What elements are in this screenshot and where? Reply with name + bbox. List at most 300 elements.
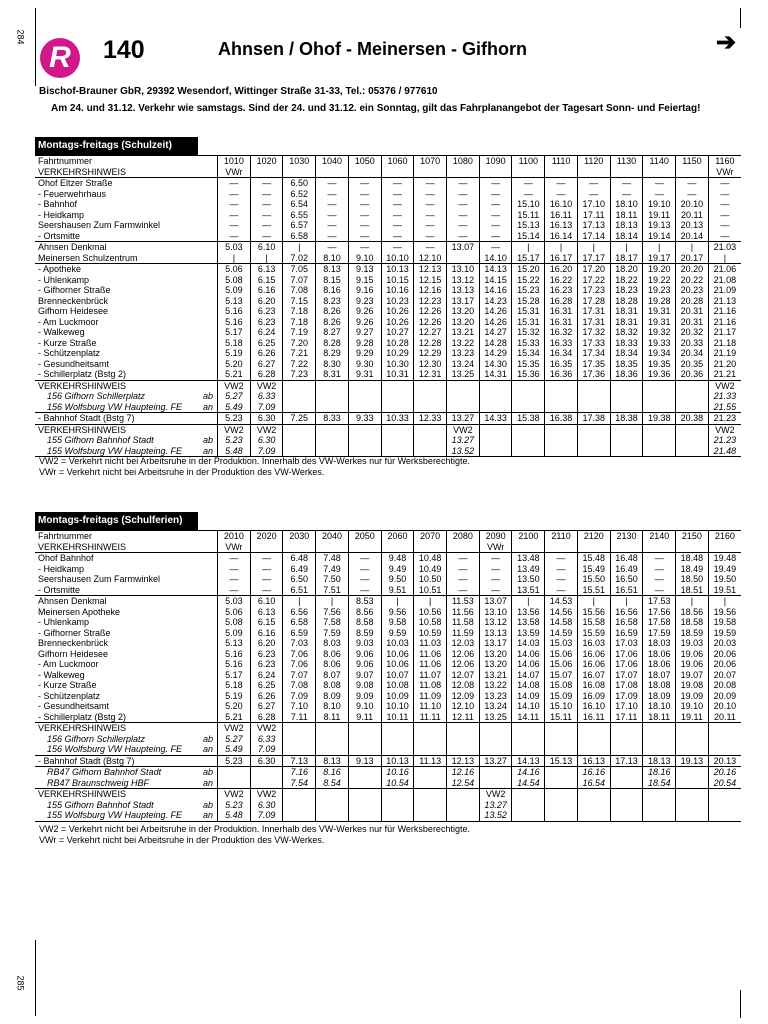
time-cell: | [381, 596, 414, 607]
time-cell: 9.16 [348, 285, 381, 296]
time-cell: 18.09 [643, 691, 676, 702]
time-cell: 12.28 [414, 338, 447, 349]
time-cell [283, 800, 316, 811]
timetable-school [35, 137, 741, 457]
time-cell: VW2 [250, 789, 283, 800]
time-cell: 5.16 [218, 659, 251, 670]
time-cell: 19.14 [643, 231, 676, 242]
time-cell: 10.09 [381, 691, 414, 702]
time-cell: — [250, 585, 283, 596]
time-cell: 8.26 [316, 306, 349, 317]
time-cell: 14.30 [479, 359, 512, 370]
time-cell: 13.24 [479, 701, 512, 712]
time-cell: 19.23 [643, 285, 676, 296]
time-cell: 5.13 [218, 296, 251, 307]
time-cell: 5.17 [218, 670, 251, 681]
time-cell [316, 542, 349, 553]
time-cell: 6.30 [250, 800, 283, 811]
time-cell: 7.06 [283, 649, 316, 660]
holiday-note: Am 24. und 31.12. Verkehr wie samstags. Sind der 24. und 31.12. ein Sonntag, gilt das Fahrplanangebot der Tagesart Sonn- und Feiertag! [51, 103, 701, 114]
time-cell [577, 424, 610, 435]
time-cell: 9.59 [381, 628, 414, 639]
time-cell [414, 424, 447, 435]
time-cell: — [545, 574, 578, 585]
time-cell: 12.16 [414, 285, 447, 296]
time-cell: 7.08 [283, 680, 316, 691]
time-cell [348, 723, 381, 734]
time-cell: 12.30 [414, 359, 447, 370]
time-cell [676, 446, 709, 457]
arrival-departure-marker [203, 189, 218, 200]
time-cell: 6.59 [283, 628, 316, 639]
arrival-departure-marker [203, 649, 218, 660]
time-cell: 13.07 [479, 596, 512, 607]
stop-label: - Feuerwehrhaus [38, 188, 107, 199]
time-cell: — [381, 189, 414, 200]
time-cell [512, 380, 545, 391]
time-cell [414, 789, 447, 800]
time-cell [283, 435, 316, 446]
time-cell: 2160 [708, 531, 741, 542]
time-cell: 18.16 [643, 767, 676, 778]
time-cell: 17.14 [577, 231, 610, 242]
time-cell: 6.24 [250, 670, 283, 681]
time-cell: 11.56 [447, 607, 480, 618]
time-cell: 11.09 [414, 691, 447, 702]
time-cell: 13.22 [479, 680, 512, 691]
time-cell [348, 542, 381, 553]
time-cell [381, 789, 414, 800]
time-cell [414, 446, 447, 457]
time-cell: 21.08 [708, 275, 741, 286]
time-cell [545, 810, 578, 821]
time-cell: 7.54 [283, 778, 316, 789]
timetable-row [35, 317, 741, 328]
time-cell [577, 789, 610, 800]
time-cell [414, 167, 447, 178]
arrival-departure-marker [203, 253, 218, 264]
time-cell: 7.05 [283, 264, 316, 275]
time-cell: 20.16 [708, 767, 741, 778]
time-cell: — [447, 210, 480, 221]
time-cell: 18.14 [610, 231, 643, 242]
time-cell: 7.02 [283, 253, 316, 264]
time-cell: 8.31 [316, 369, 349, 380]
time-cell: 19.06 [676, 649, 709, 660]
time-cell: 12.33 [414, 413, 447, 425]
arrival-departure-marker: an [203, 446, 218, 457]
time-cell: 6.16 [250, 628, 283, 639]
time-cell: — [512, 189, 545, 200]
time-cell: 7.13 [283, 755, 316, 767]
time-cell: 11.06 [414, 659, 447, 670]
time-cell [414, 810, 447, 821]
time-cell [610, 435, 643, 446]
time-cell: 20.22 [676, 275, 709, 286]
time-cell [283, 723, 316, 734]
time-cell: 7.09 [250, 402, 283, 413]
time-cell: 7.21 [283, 348, 316, 359]
time-cell: 2080 [447, 531, 480, 542]
time-cell [643, 402, 676, 413]
time-cell [512, 424, 545, 435]
time-cell [316, 402, 349, 413]
arrival-departure-marker [203, 553, 218, 564]
time-cell: 16.36 [545, 369, 578, 380]
stop-label: - Heidkamp [38, 209, 85, 220]
time-cell [316, 810, 349, 821]
time-cell: 12.26 [414, 317, 447, 328]
time-cell [577, 402, 610, 413]
time-cell: 19.48 [708, 553, 741, 564]
time-cell: 18.11 [643, 712, 676, 723]
time-cell: 6.23 [250, 649, 283, 660]
time-cell [447, 734, 480, 745]
time-cell: 13.22 [447, 338, 480, 349]
time-cell: 17.17 [577, 253, 610, 264]
time-cell: 14.26 [479, 306, 512, 317]
time-cell: 1150 [676, 156, 709, 167]
time-cell [479, 435, 512, 446]
time-cell: — [218, 553, 251, 564]
time-cell: 8.30 [316, 359, 349, 370]
arrival-departure-marker [203, 275, 218, 286]
arrival-departure-marker [203, 285, 218, 296]
time-cell [676, 402, 709, 413]
time-cell: 19.32 [643, 327, 676, 338]
time-cell: — [218, 564, 251, 575]
time-cell: — [381, 220, 414, 231]
time-cell: 17.13 [577, 220, 610, 231]
time-cell: 18.20 [610, 264, 643, 275]
time-cell [545, 391, 578, 402]
time-cell: 20.10 [676, 199, 709, 210]
time-cell: 12.26 [414, 306, 447, 317]
time-cell: 7.06 [283, 659, 316, 670]
time-cell [577, 380, 610, 391]
time-cell: 7.09 [283, 691, 316, 702]
time-cell: 7.25 [283, 413, 316, 425]
time-cell: 10.31 [381, 369, 414, 380]
time-cell: 16.33 [545, 338, 578, 349]
time-cell: 2140 [643, 531, 676, 542]
time-cell [610, 424, 643, 435]
time-cell: 10.10 [381, 701, 414, 712]
time-cell: 15.31 [512, 306, 545, 317]
time-cell [250, 167, 283, 178]
time-cell: — [348, 242, 381, 253]
arrival-departure-marker [203, 670, 218, 681]
time-cell [447, 810, 480, 821]
time-cell: 2100 [512, 531, 545, 542]
time-cell: 10.06 [381, 649, 414, 660]
time-cell: 9.06 [348, 659, 381, 670]
time-cell: — [414, 242, 447, 253]
time-cell: 6.20 [250, 296, 283, 307]
time-cell: 8.54 [316, 778, 349, 789]
stop-label: 156 Wolfsburg VW Haupteing. FE [35, 402, 203, 413]
time-cell: 19.10 [643, 199, 676, 210]
time-cell: — [250, 189, 283, 200]
time-cell: 7.03 [283, 638, 316, 649]
time-cell [283, 424, 316, 435]
time-cell: 6.49 [283, 564, 316, 575]
time-cell: 6.50 [283, 574, 316, 585]
time-cell: 6.51 [283, 585, 316, 596]
arrival-departure-marker [203, 564, 218, 575]
timetable-row [35, 628, 741, 639]
time-cell [348, 402, 381, 413]
time-cell: 20.38 [676, 413, 709, 425]
time-cell: 15.48 [577, 553, 610, 564]
time-cell [708, 810, 741, 821]
time-cell: 18.23 [610, 285, 643, 296]
stop-label: - Uhlenkamp [38, 617, 90, 628]
arrival-departure-marker [203, 638, 218, 649]
time-cell [381, 810, 414, 821]
time-cell: 21.55 [708, 402, 741, 413]
time-cell: 1130 [610, 156, 643, 167]
time-cell: — [218, 574, 251, 585]
stop-label: 156 Gifhorn Schillerplatz [47, 391, 146, 402]
time-cell: — [250, 220, 283, 231]
time-cell: 2040 [316, 531, 349, 542]
timetable-row [35, 424, 741, 435]
time-cell: 16.14 [545, 231, 578, 242]
time-cell: 5.48 [218, 810, 251, 821]
time-cell: — [479, 585, 512, 596]
time-cell [512, 391, 545, 402]
time-cell: 17.53 [643, 596, 676, 607]
time-cell: 8.13 [316, 264, 349, 275]
right-arrow-icon[interactable]: ➔ [716, 29, 737, 56]
time-cell [381, 424, 414, 435]
time-cell: 7.50 [316, 574, 349, 585]
time-cell: 15.59 [577, 628, 610, 639]
time-cell [316, 734, 349, 745]
time-cell [545, 744, 578, 755]
time-cell: 15.32 [512, 327, 545, 338]
time-cell [316, 435, 349, 446]
time-cell: 6.58 [283, 617, 316, 628]
time-cell: 20.17 [676, 253, 709, 264]
time-cell: — [348, 574, 381, 585]
time-cell [545, 542, 578, 553]
time-cell: 5.08 [218, 617, 251, 628]
time-cell: 8.16 [316, 285, 349, 296]
time-cell: 13.27 [447, 413, 480, 425]
time-cell: 7.15 [283, 296, 316, 307]
timetable-row [35, 327, 741, 338]
timetable-row [35, 649, 741, 660]
timetable-row [35, 391, 741, 402]
arrival-departure-marker [203, 755, 218, 767]
arrival-departure-marker [203, 156, 218, 167]
stop-label: - Schillerplatz (Bstg 2) [35, 712, 203, 723]
time-cell: 7.18 [283, 317, 316, 328]
timetable-row [35, 402, 741, 413]
time-cell: 17.31 [577, 306, 610, 317]
time-cell: 2130 [610, 531, 643, 542]
time-cell: 13.21 [447, 327, 480, 338]
time-cell [643, 380, 676, 391]
time-cell: 7.22 [283, 359, 316, 370]
timetable-row [35, 446, 741, 457]
stop-label: Brenneckenbrück [38, 638, 109, 649]
timetable-heading: Montags-freitags (Schulferien) [35, 512, 198, 530]
time-cell: 19.38 [643, 413, 676, 425]
time-cell [348, 380, 381, 391]
time-cell: 2120 [577, 531, 610, 542]
time-cell: — [643, 564, 676, 575]
time-cell: 20.11 [676, 210, 709, 221]
stop-label: - Gifhorner Straße [38, 627, 111, 638]
time-cell: 5.49 [218, 402, 251, 413]
time-cell: 18.49 [676, 564, 709, 575]
time-cell: VW2 [250, 723, 283, 734]
time-cell: 14.59 [545, 628, 578, 639]
time-cell: 9.31 [348, 369, 381, 380]
time-cell [577, 723, 610, 734]
time-cell [447, 542, 480, 553]
time-cell [545, 380, 578, 391]
time-cell [577, 446, 610, 457]
time-cell: 6.33 [250, 734, 283, 745]
time-cell: 8.06 [316, 649, 349, 660]
time-cell [610, 446, 643, 457]
time-cell: 14.13 [479, 264, 512, 275]
time-cell: 10.16 [381, 767, 414, 778]
arrival-departure-marker [203, 167, 218, 178]
time-cell: 14.53 [545, 596, 578, 607]
arrival-departure-marker [203, 424, 218, 435]
stop-label: Meinersen Apotheke [38, 606, 121, 617]
time-cell: 9.58 [381, 617, 414, 628]
time-cell: 9.26 [348, 317, 381, 328]
time-cell: 6.57 [283, 220, 316, 231]
time-cell: 5.16 [218, 649, 251, 660]
time-cell: 19.10 [676, 701, 709, 712]
stop-label: - Ortsmitte [35, 231, 203, 242]
time-cell: 13.25 [447, 369, 480, 380]
time-cell: 15.06 [545, 659, 578, 670]
time-cell: 20.33 [676, 338, 709, 349]
time-cell [676, 789, 709, 800]
time-cell [316, 800, 349, 811]
timetable-row [35, 767, 741, 778]
time-cell [381, 167, 414, 178]
time-cell [643, 800, 676, 811]
time-cell: 1030 [283, 156, 316, 167]
time-cell [643, 723, 676, 734]
stop-label: 156 Wolfsburg VW Haupteing. FE [35, 744, 203, 755]
time-cell: — [414, 199, 447, 210]
time-cell [348, 424, 381, 435]
stop-label: - Schillerplatz (Bstg 2) [35, 369, 203, 380]
arrival-departure-marker: an [203, 778, 218, 789]
arrival-departure-marker: an [203, 744, 218, 755]
stop-label: VERKEHRSHINWEIS [35, 542, 203, 553]
time-cell: — [316, 220, 349, 231]
time-cell: 13.20 [447, 306, 480, 317]
time-cell [414, 723, 447, 734]
time-cell [708, 789, 741, 800]
time-cell: 19.06 [676, 659, 709, 670]
arrival-departure-marker [203, 628, 218, 639]
time-cell: 14.23 [479, 296, 512, 307]
time-cell [250, 542, 283, 553]
time-cell: 13.12 [447, 275, 480, 286]
time-cell [479, 424, 512, 435]
time-cell: 9.28 [348, 338, 381, 349]
time-cell: 9.27 [348, 327, 381, 338]
time-cell: 8.10 [316, 253, 349, 264]
time-cell: 7.18 [283, 306, 316, 317]
stop-label: RB47 Braunschweig HBF [35, 778, 203, 789]
time-cell: 13.12 [479, 617, 512, 628]
timetable-row [35, 638, 741, 649]
time-cell [577, 435, 610, 446]
time-cell: 12.27 [414, 327, 447, 338]
time-cell: 5.27 [218, 391, 251, 402]
time-cell: 9.07 [348, 670, 381, 681]
time-cell: VW2 [218, 789, 251, 800]
timetable-row [35, 542, 741, 553]
time-cell: 6.16 [250, 285, 283, 296]
page-number-bottom: 285 [15, 975, 26, 991]
time-cell: 1050 [348, 156, 381, 167]
time-cell: 21.23 [708, 413, 741, 425]
time-cell: 10.49 [414, 564, 447, 575]
time-cell: 19.34 [643, 348, 676, 359]
time-cell: 1020 [250, 156, 283, 167]
arrival-departure-marker: ab [203, 799, 214, 810]
time-cell: 19.31 [643, 317, 676, 328]
time-cell: — [447, 220, 480, 231]
time-cell: 9.13 [348, 264, 381, 275]
time-cell: — [218, 585, 251, 596]
time-cell: | [512, 596, 545, 607]
time-cell [381, 435, 414, 446]
time-cell: — [479, 189, 512, 200]
time-cell: 15.33 [512, 338, 545, 349]
time-cell: 15.13 [512, 220, 545, 231]
timetable-row [35, 585, 741, 596]
time-cell: 18.35 [610, 359, 643, 370]
time-cell [512, 435, 545, 446]
time-cell: 6.55 [283, 210, 316, 221]
time-cell: 9.56 [381, 607, 414, 618]
time-cell: — [316, 231, 349, 242]
time-cell [414, 542, 447, 553]
time-cell: 10.07 [381, 670, 414, 681]
time-cell: 18.28 [610, 296, 643, 307]
time-cell: — [708, 199, 741, 210]
time-cell: 17.09 [610, 691, 643, 702]
time-cell: — [316, 189, 349, 200]
time-cell: 10.30 [381, 359, 414, 370]
time-cell: 13.17 [479, 638, 512, 649]
time-cell: 5.20 [218, 359, 251, 370]
time-cell: 15.34 [512, 348, 545, 359]
time-cell: 20.31 [676, 306, 709, 317]
time-cell: 17.03 [610, 638, 643, 649]
time-cell: | [708, 253, 741, 264]
timetable-row [35, 659, 741, 670]
time-cell [545, 167, 578, 178]
arrival-departure-marker: ab [203, 391, 214, 402]
time-cell: 8.11 [316, 712, 349, 723]
